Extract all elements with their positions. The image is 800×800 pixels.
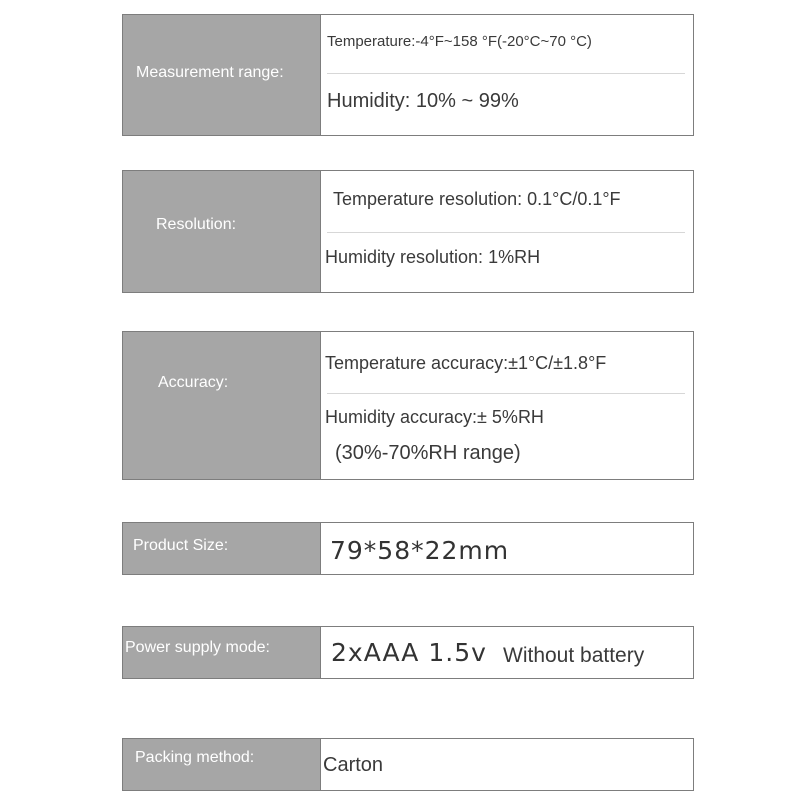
spec-label: Product Size: (133, 537, 229, 554)
spec-label: Resolution: (156, 216, 237, 233)
spec-row-measurement-range (122, 14, 694, 136)
spec-value-cell (321, 332, 693, 479)
battery-note-text: Without battery (503, 644, 645, 667)
spec-row-power-supply (122, 626, 694, 679)
spec-value-cell (321, 15, 693, 135)
spec-label: Packing method: (135, 749, 255, 766)
spec-label-cell (123, 739, 321, 790)
spec-label-cell (123, 627, 321, 678)
spec-label: Measurement range: (136, 64, 284, 81)
spec-label-cell (123, 171, 321, 292)
spec-label-cell (123, 523, 321, 574)
battery-type-text: 2xAAA 1.5v (331, 638, 487, 667)
spec-label: Power supply mode: (125, 639, 270, 656)
spec-row-product-size (122, 522, 694, 575)
row-divider (327, 393, 685, 394)
packing-method-text: Carton (323, 754, 384, 776)
spec-label: Accuracy: (158, 374, 229, 391)
spec-value-cell (321, 627, 693, 678)
spec-row-packing-method (122, 738, 694, 791)
row-divider (327, 73, 685, 74)
spec-label-cell (123, 332, 321, 479)
spec-row-resolution (122, 170, 694, 293)
spec-value-cell (321, 739, 693, 790)
spec-value-cell (321, 171, 693, 292)
humidity-accuracy-range-text: (30%-70%RH range) (335, 442, 521, 464)
humidity-accuracy-text: Humidity accuracy:± 5%RH (325, 407, 544, 427)
product-size-text: 79*58*22mm (330, 536, 510, 565)
row-divider (327, 232, 685, 233)
spec-value-cell (321, 523, 693, 574)
spec-label-cell (123, 15, 321, 135)
spec-row-accuracy (122, 331, 694, 480)
temperature-range-text: Temperature:-4°F~158 °F(-20°C~70 °C) (327, 33, 592, 50)
temperature-accuracy-text: Temperature accuracy:±1°C/±1.8°F (325, 353, 607, 373)
humidity-range-text: Humidity: 10% ~ 99% (327, 90, 519, 112)
temperature-resolution-text: Temperature resolution: 0.1°C/0.1°F (333, 189, 621, 209)
humidity-resolution-text: Humidity resolution: 1%RH (325, 247, 541, 267)
